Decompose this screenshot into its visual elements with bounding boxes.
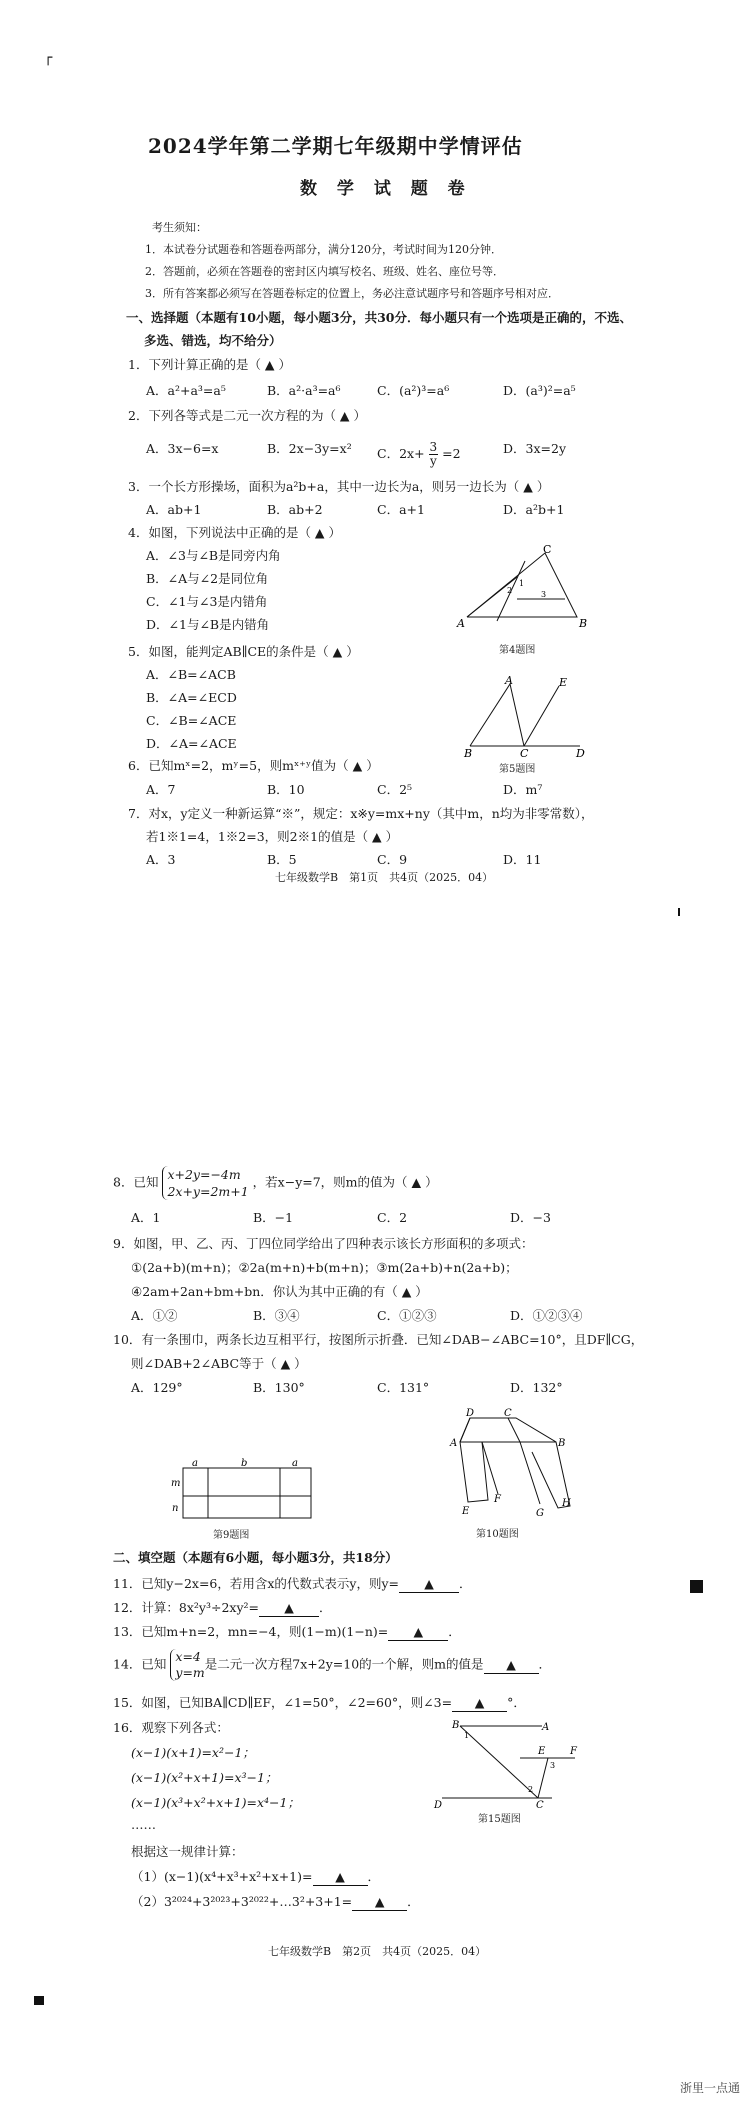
q15: 15．如图，已知BA∥CD∥EF，∠1=50°，∠2=60°，则∠3= ▲ °．	[113, 1695, 526, 1710]
q2-fraction-num: 3	[429, 440, 438, 454]
q8-option-d: D．−3	[510, 1210, 551, 1225]
q16-part-1-blank[interactable]: ▲	[313, 1869, 368, 1886]
q16-line-2: (x−1)(x²+x+1)=x³−1；	[131, 1770, 278, 1785]
q9-label-a1: a	[192, 1458, 198, 1469]
q4-label-b: B	[579, 617, 588, 630]
q9-line-2: ①(2a+b)(m+n)；②2a(m+n)+b(m+n)；③m(2a+b)+n(2a+b)；	[131, 1260, 518, 1275]
q9-option-d: D．①②③④	[510, 1308, 583, 1323]
q9-option-c: C．①②③	[377, 1308, 437, 1323]
q8-option-c: C．2	[377, 1210, 408, 1225]
q10-option-b: B．130°	[253, 1380, 305, 1395]
q9-label-m: m	[171, 1478, 181, 1489]
q3-option-c: C．a+1	[377, 502, 425, 517]
q9-option-a: A．①②	[131, 1308, 178, 1323]
q9-figure	[168, 1458, 318, 1520]
q1-option-d: D．(a³)²=a⁵	[503, 383, 576, 398]
registration-mark-right	[690, 1580, 703, 1593]
q4-line-ad	[467, 577, 517, 617]
q13-blank[interactable]: ▲	[388, 1624, 448, 1641]
exam-subtitle: 数 学 试 题 卷	[300, 179, 472, 199]
q2-option-a: A．3x−6=x	[146, 441, 219, 456]
q9-label-a2: a	[292, 1458, 298, 1469]
q16-line-5: 根据这一规律计算：	[131, 1844, 244, 1859]
q16-stem: 16．观察下列各式：	[113, 1720, 229, 1735]
q15-label-a: A	[542, 1722, 550, 1733]
q14-eq2: y=m	[175, 1665, 205, 1680]
q5-label-b: B	[464, 747, 473, 758]
notice-1: 1．本试卷分试题卷和答题卷两部分，满分120分，考试时间为120分钟．	[145, 243, 502, 256]
q1-stem: 1．下列计算正确的是（ ▲ ）	[128, 357, 292, 372]
q6-option-b: B．10	[267, 782, 305, 797]
notice-3: 3．所有答案都必须写在答题卷标定的位置上，务必注意试题序号和答题序号相对应．	[145, 287, 559, 300]
q12: 12．计算：8x²y³÷2xy²= ▲ ．	[113, 1600, 332, 1615]
section2-heading: 二、填空题（本题有6小题，每小题3分，共18分）	[113, 1550, 398, 1565]
q10-inner-right	[520, 1442, 540, 1504]
q10-right-band	[508, 1418, 570, 1508]
q16-part-2-blank[interactable]: ▲	[352, 1894, 407, 1911]
q4-label-1: 1	[519, 579, 525, 588]
q5-line-ac	[510, 684, 524, 746]
q9-rectangle	[183, 1468, 311, 1518]
q10-label-h: H	[562, 1498, 571, 1509]
q11-blank[interactable]: ▲	[399, 1576, 459, 1593]
section1-heading-2: 多选、错选，均不给分）	[144, 333, 282, 348]
q10-label-d: D	[466, 1408, 475, 1419]
q3-stem: 3．一个长方形操场，面积为a²b+a，其中一边长为a，则另一边长为（ ▲ ）	[128, 479, 550, 494]
q10-stem-2: 则∠DAB+2∠ABC等于（ ▲ ）	[131, 1356, 307, 1371]
corner-mark: ┌	[44, 50, 53, 66]
q5-line-ab	[470, 684, 510, 746]
page-1	[0, 0, 743, 884]
q9-line-3: ④2am+2an+bm+bn．你认为其中正确的有（ ▲ ）	[131, 1284, 428, 1299]
q15-line-ce	[538, 1758, 548, 1798]
q2-stem: 2．下列各等式是二元一次方程的为（ ▲ ）	[128, 408, 367, 423]
q8-eq2: 2x+y=2m+1	[167, 1184, 249, 1199]
q9-label-b: b	[241, 1458, 248, 1469]
q9-option-b: B．③④	[253, 1308, 300, 1323]
q1-option-a: A．a²+a³=a⁵	[146, 383, 226, 398]
q9-caption: 第9题图	[213, 1530, 250, 1541]
q15-label-3: 3	[550, 1761, 556, 1770]
q10-left-band	[460, 1418, 488, 1502]
q15-label-1: 1	[464, 1731, 470, 1740]
q1-option-c: C．(a²)³=a⁶	[377, 383, 450, 398]
q4-option-b: B．∠A与∠2是同位角	[146, 571, 269, 586]
q15-label-b: B	[452, 1720, 460, 1731]
q5-caption: 第5题图	[499, 764, 536, 775]
q10-label-f: F	[494, 1494, 501, 1505]
page2-footer: 七年级数学B 第2页 共4页（2025．04）	[268, 1945, 487, 1958]
q10-label-b: B	[558, 1438, 566, 1449]
q12-blank[interactable]: ▲	[259, 1600, 319, 1617]
q5-option-a: A．∠B=∠ACB	[146, 667, 236, 682]
q3-option-a: A．ab+1	[146, 502, 202, 517]
q10-label-a: A	[450, 1438, 458, 1449]
q9-stem: 9．如图，甲、乙、丙、丁四位同学给出了四种表示该长方形面积的多项式：	[113, 1236, 534, 1251]
q9-label-n: n	[172, 1503, 179, 1514]
q15-label-e: E	[538, 1746, 546, 1757]
registration-mark-left	[34, 1996, 44, 2005]
section1-heading: 一、选择题（本题有10小题，每小题3分，共30分．每小题只有一个选项是正确的，不选、	[126, 310, 632, 325]
q5-stem: 5．如图，能判定AB∥CE的条件是（ ▲ ）	[128, 644, 359, 659]
q13: 13．已知m+n=2，mn=−4，则(1−m)(1−n)= ▲ ．	[113, 1624, 461, 1639]
q5-option-b: B．∠A=∠ECD	[146, 690, 237, 705]
q14: 14．已知 x=4 y=m 是二元一次方程7x+2y=10的一个解，则m的值是 ▲ ．	[113, 1649, 552, 1680]
q10-label-e: E	[462, 1506, 470, 1517]
scan-mark	[678, 908, 680, 916]
q10-option-a: A．129°	[131, 1380, 183, 1395]
q5-label-c: C	[520, 747, 529, 758]
watermark: 浙里一点通	[680, 2081, 741, 2095]
q16-line-3: (x−1)(x³+x²+x+1)=x⁴−1；	[131, 1795, 300, 1810]
q4-label-3: 3	[541, 590, 547, 599]
q15-caption: 第15题图	[478, 1814, 521, 1825]
q4-label-c: C	[543, 545, 552, 556]
q4-option-c: C．∠1与∠3是内错角	[146, 594, 268, 609]
page-2	[0, 1140, 743, 2080]
page1-footer: 七年级数学B 第1页 共4页（2025．04）	[275, 871, 494, 884]
q15-label-c: C	[536, 1800, 544, 1808]
q14-blank[interactable]: ▲	[484, 1657, 539, 1674]
q15-label-2: 2	[528, 1785, 534, 1794]
q5-line-ce	[524, 686, 559, 746]
q7-option-b: B．5	[267, 852, 297, 867]
q11: 11．已知y−2x=6，若用含x的代数式表示y，则y= ▲ ．	[113, 1576, 472, 1591]
q2-option-b: B．2x−3y=x²	[267, 441, 352, 456]
q5-figure	[462, 676, 587, 758]
q4-stem: 4．如图，下列说法中正确的是（ ▲ ）	[128, 525, 342, 540]
q16-line-4: ……	[131, 1817, 156, 1832]
q15-label-d: D	[434, 1800, 443, 1808]
q8-eq1: x+2y=−4m	[167, 1167, 241, 1182]
notice-heading: 考生须知：	[152, 221, 207, 234]
q15-figure	[430, 1718, 580, 1808]
q10-option-c: C．131°	[377, 1380, 430, 1395]
q10-label-c: C	[504, 1408, 512, 1419]
q2-fraction-den: y	[429, 454, 437, 468]
q7-option-d: D．11	[503, 852, 542, 867]
q15-label-f: F	[570, 1746, 577, 1757]
q15-line-bc	[460, 1726, 538, 1798]
q7-option-c: C．9	[377, 852, 408, 867]
q10-label-g: G	[536, 1508, 544, 1519]
q6-option-d: D．m⁷	[503, 782, 543, 797]
notice-2: 2．答题前，必须在答题卷的密封区内填写校名、班级、姓名、座位号等．	[145, 265, 504, 278]
q8-option-a: A．1	[131, 1210, 161, 1225]
exam-title: 2024学年第二学期七年级期中学情评估	[148, 134, 523, 158]
q4-caption: 第4题图	[499, 645, 536, 656]
q1-option-b: B．a²·a³=a⁶	[267, 383, 341, 398]
q14-eq1: x=4	[175, 1649, 201, 1664]
q10-caption: 第10题图	[476, 1529, 519, 1540]
q8-stem: 8．已知 x+2y=−4m 2x+y=2m+1 ，若x−y=7，则m的值为（ ▲ ）	[113, 1167, 438, 1199]
q6-stem: 6．已知mˣ=2，mʸ=5，则mˣ⁺ʸ值为（ ▲ ）	[128, 758, 379, 773]
q4-option-a: A．∠3与∠B是同旁内角	[146, 548, 281, 563]
q15-blank[interactable]: ▲	[452, 1695, 507, 1712]
q7-stem-1: 7．对x，y定义一种新运算“※”，规定：x※y=mx+ny（其中m，n均为非零常数），	[128, 806, 594, 821]
q10-option-d: D．132°	[510, 1380, 563, 1395]
q8-option-b: B．−1	[253, 1210, 294, 1225]
q5-label-a: A	[505, 676, 513, 687]
q4-label-a: A	[457, 617, 465, 630]
q6-option-c: C．2⁵	[377, 782, 413, 797]
q3-option-d: D．a²b+1	[503, 502, 565, 517]
q16-part-2: （2）3²⁰²⁴+3²⁰²³+3²⁰²²+…3²+3+1= ▲ ．	[131, 1894, 420, 1909]
q10-stem-1: 10．有一条围巾，两条长边互相平行，按图所示折叠．已知∠DAB−∠ABC=10°，且DF∥CG，	[113, 1332, 644, 1347]
q5-label-e: E	[559, 676, 568, 689]
q10-figure	[448, 1406, 573, 1526]
q3-option-b: B．ab+2	[267, 502, 323, 517]
q5-label-d: D	[576, 747, 585, 758]
q7-stem-2: 若1※1=4，1※2=3，则2※1的值是（ ▲ ）	[146, 829, 399, 844]
q6-option-a: A．7	[146, 782, 176, 797]
q4-option-d: D．∠1与∠B是内错角	[146, 617, 270, 632]
q4-label-2: 2	[507, 586, 513, 595]
q2-option-d: D．3x=2y	[503, 441, 567, 456]
q16-part-1: （1）(x−1)(x⁴+x³+x²+x+1)= ▲ ．	[131, 1869, 381, 1884]
q16-line-1: (x−1)(x+1)=x²−1；	[131, 1745, 255, 1760]
q5-option-d: D．∠A=∠ACE	[146, 736, 237, 751]
q4-figure	[455, 545, 595, 630]
q2-option-c: C．2x+ $\frac{3}{y}$ =2	[377, 440, 461, 468]
q5-option-c: C．∠B=∠ACE	[146, 713, 237, 728]
q7-option-a: A．3	[146, 852, 176, 867]
